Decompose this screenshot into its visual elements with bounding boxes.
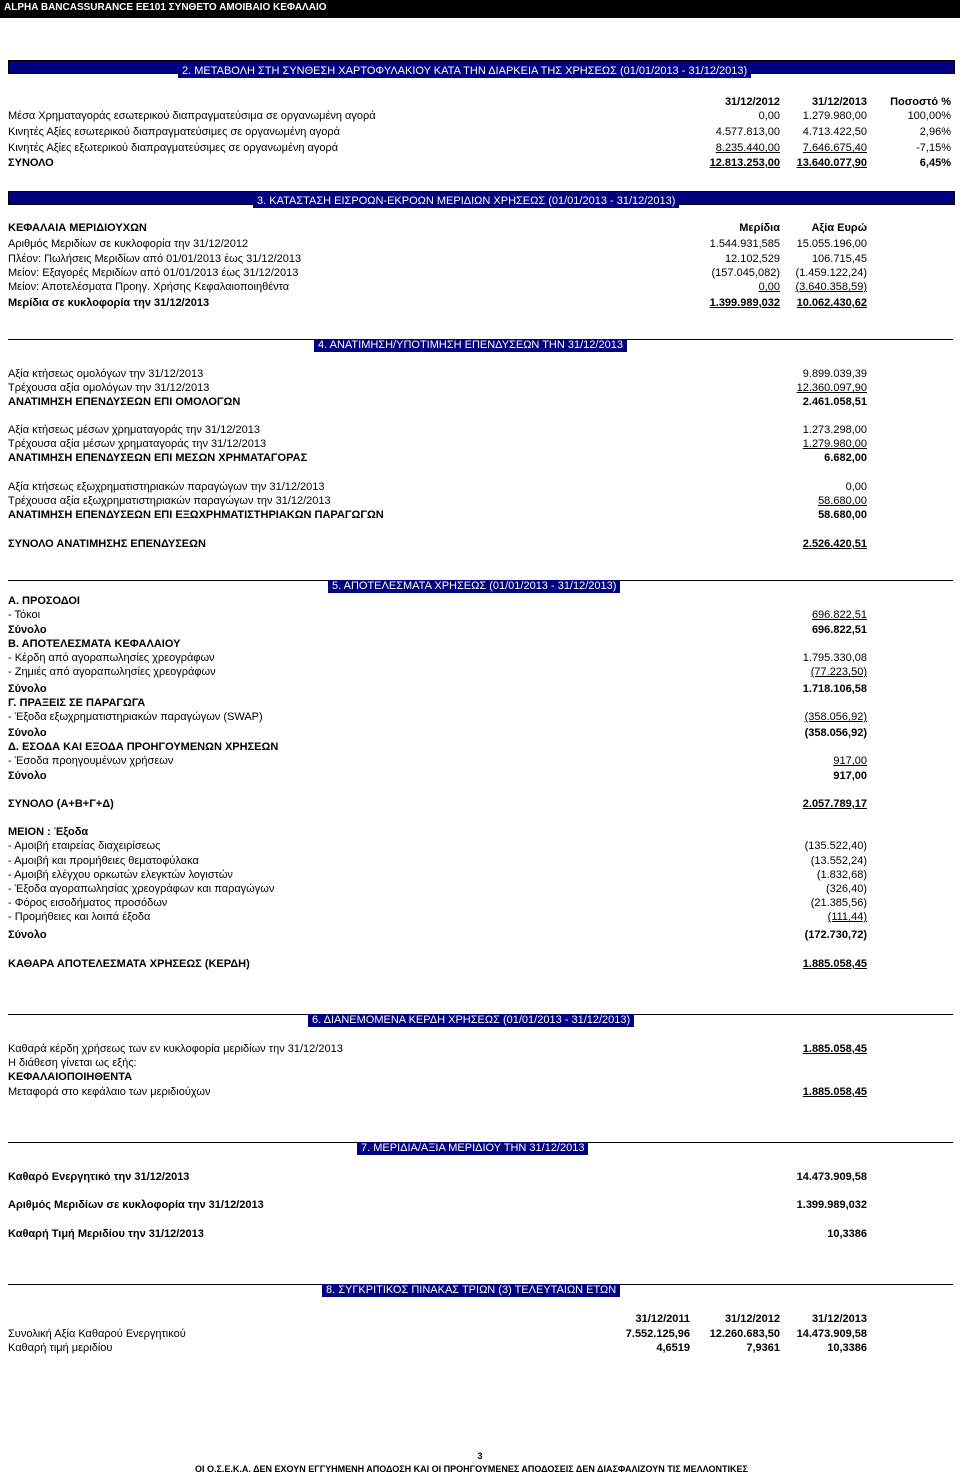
s5-group-heading: ΜΕΙΟΝ : Έξοδα [8, 826, 89, 838]
s3-row-shares: 0,00 [758, 281, 780, 293]
s3-row-value: 106.715,45 [811, 253, 867, 265]
s3-row-value: (3.640.358,59) [795, 281, 867, 293]
s3-heading: ΚΕΦΑΛΑΙΑ ΜΕΡΙΔΙΟΥΧΩΝ [8, 222, 147, 234]
s3-col-shares: Μερίδια [739, 222, 780, 234]
s5-grand-total-label: ΣΥΝΟΛΟ (Α+Β+Γ+Δ) [8, 798, 114, 810]
s2-row-value: 4.713.422,50 [802, 126, 867, 138]
s5-row-value: (135.522,40) [804, 840, 867, 852]
s3-total-shares: 1.399.989,032 [709, 297, 780, 309]
s3-col-value: Αξία Ευρώ [811, 222, 867, 234]
s6-row-value: 1.885.058,45 [802, 1043, 867, 1055]
s5-row-label: - Προμήθειες και λοιπά έξοδα [8, 911, 151, 923]
page-number: 3 [477, 1451, 483, 1461]
s3-row-value: 15.055.196,00 [796, 238, 867, 250]
s5-row-label: - Αμοιβή εταιρείας διαχειρίσεως [8, 840, 161, 852]
s8-row-value: 12.260.683,50 [709, 1328, 780, 1340]
s7-row-value: 1.399.989,032 [796, 1199, 867, 1211]
s5-row-label: - Αμοιβή και προμήθειες θεματοφύλακα [8, 855, 199, 867]
s6-row-label: Η διάθεση γίνεται ως εξής: [8, 1057, 137, 1069]
s5-row-label: - Τόκοι [8, 609, 41, 621]
s7-row-value: 14.473.909,58 [796, 1171, 867, 1183]
s2-row-value: 7.646.675,40 [802, 142, 867, 154]
section-8-title: 8. ΣΥΓΚΡΙΤΙΚΟΣ ΠΙΝΑΚΑΣ ΤΡΙΩΝ (3) ΤΕΛΕΥΤΑΙΩΝ ΕΤΩΝ [322, 1284, 620, 1297]
s8-col-2013: 31/12/2013 [811, 1313, 867, 1325]
s4-row-value: 12.360.097,90 [796, 382, 867, 394]
s4-row-label: Τρέχουσα αξία μέσων χρηματαγοράς την 31/12/2013 [8, 438, 267, 450]
s6-row-label: Μεταφορά στο κεφάλαιο των μεριδιούχων [8, 1086, 211, 1098]
s2-row-percent: -7,15% [916, 142, 951, 154]
s8-row-value: 14.473.909,58 [796, 1328, 867, 1340]
s3-row-shares: 1.544.931,585 [709, 238, 780, 250]
section-7-title: 7. ΜΕΡΙΔΙΑ/ΑΞΙΑ ΜΕΡΙΔΙΟΥ ΤΗΝ 31/12/2013 [357, 1142, 588, 1155]
s5-row-label: - Αμοιβή ελέγχου ορκωτών ελεγκτών λογιστών [8, 869, 233, 881]
s5-row-label: - Φόρος εισοδήματος προσόδων [8, 897, 168, 909]
section-4-title: 4. ΑΝΑΤΙΜΗΣΗ/ΥΠΟΤΙΜΗΣΗ ΕΠΕΝΔΥΣΕΩΝ ΤΗΝ 31/12/2013 [314, 339, 627, 352]
s5-net-result-value: 1.885.058,45 [802, 958, 867, 970]
s3-total-label: Μερίδια σε κυκλοφορία την 31/12/2013 [8, 297, 210, 309]
s2-row-label: Μέσα Χρηματαγοράς εσωτερικού διαπραγματεύσιμα σε οργανωμένη αγορά [8, 110, 376, 122]
s2-total-percent: 6,45% [919, 157, 951, 169]
s2-row-percent: 2,96% [919, 126, 951, 138]
s5-group-heading: Δ. ΕΣΟΔΑ ΚΑΙ ΕΞΟΔΑ ΠΡΟΗΓΟΥΜΕΝΩΝ ΧΡΗΣΕΩΝ [8, 741, 279, 753]
s7-row-label: Καθαρή Τιμή Μεριδίου την 31/12/2013 [8, 1228, 204, 1240]
document-header-title: ALPHA BANCASSURANCE ΕΕ101 ΣΥΝΘΕΤΟ ΑΜΟΙΒΑΙΟ ΚΕΦΑΛΑΙΟ [4, 2, 327, 13]
s4-row-label: Τρέχουσα αξία εξωχρηματιστηριακών παραγώγων την 31/12/2013 [8, 495, 331, 507]
s5-row-label: - Έξοδα εξωχρηματιστηριακών παραγώγων (SWAP) [8, 711, 263, 723]
s4-row-value: 58.680,00 [818, 495, 867, 507]
s3-row-label: Μείον: Αποτελέσματα Προηγ. Χρήσης Κεφαλαιοποιηθέντα [8, 281, 290, 293]
s5-row-value: (77.223,50) [810, 666, 867, 678]
s5-group-heading: Β. ΑΠΟΤΕΛΕΣΜΑΤΑ ΚΕΦΑΛΑΙΟΥ [8, 638, 181, 650]
s2-row-label: Κινητές Αξίες εξωτερικού διαπραγματεύσιμες σε οργανωμένη αγορά [8, 142, 339, 154]
s5-subtotal-label: Σύνολο [8, 770, 47, 782]
s5-row-value: (21.385,56) [810, 897, 867, 909]
s5-subtotal-value: 1.718.106,58 [802, 683, 867, 695]
s4-subtotal-value: 2.461.058,51 [802, 396, 867, 408]
s4-subtotal-label: ΑΝΑΤΙΜΗΣΗ ΕΠΕΝΔΥΣΕΩΝ ΕΠΙ ΟΜΟΛΟΓΩΝ [8, 396, 241, 408]
s2-total-value: 13.640.077,90 [796, 157, 867, 169]
s4-row-value: 1.273.298,00 [802, 424, 867, 436]
s4-subtotal-label: ΑΝΑΤΙΜΗΣΗ ΕΠΕΝΔΥΣΕΩΝ ΕΠΙ ΕΞΩΧΡΗΜΑΤΙΣΤΗΡΙΑΚΩΝ ΠΑΡΑΓΩΓΩΝ [8, 509, 384, 521]
s8-col-2012: 31/12/2012 [724, 1313, 780, 1325]
s5-row-value: (358.056,92) [804, 711, 867, 723]
s5-row-value: (326,40) [826, 883, 867, 895]
s2-total-label: ΣΥΝΟΛΟ [8, 157, 54, 169]
s5-row-value: (111,44) [827, 911, 867, 923]
s3-row-label: Μείον: Εξαγορές Μεριδίων από 01/01/2013 έως 31/12/2013 [8, 267, 299, 279]
s2-row-value: 4.577.813,00 [715, 126, 780, 138]
s4-row-label: Τρέχουσα αξία ομολόγων την 31/12/2013 [8, 382, 210, 394]
s5-row-label: - Έσοδα προηγουμένων χρήσεων [8, 755, 174, 767]
s2-row-value: 1.279.980,00 [802, 110, 867, 122]
s6-heading: ΚΕΦΑΛΑΙΟΠΟΙΗΘΕΝΤΑ [8, 1071, 133, 1083]
s5-row-value: (13.552,24) [810, 855, 867, 867]
s5-row-label: - Έξοδα αγοραπωλησίας χρεογράφων και παραγώγων [8, 883, 275, 895]
s8-row-label: Καθαρή τιμή μεριδίου [8, 1342, 113, 1354]
s8-col-2011: 31/12/2011 [635, 1313, 690, 1325]
s4-row-label: Αξία κτήσεως ομολόγων την 31/12/2013 [8, 368, 204, 380]
s6-row-label: Καθαρά κέρδη χρήσεως των εν κυκλοφορία μεριδίων την 31/12/2013 [8, 1043, 343, 1055]
s5-row-label: - Ζημιές από αγοραπωλησίες χρεογράφων [8, 666, 216, 678]
top-header-bar [0, 0, 960, 18]
s3-row-label: Αριθμός Μεριδίων σε κυκλοφορία την 31/12/2012 [8, 238, 249, 250]
s5-grand-total-value: 2.057.789,17 [802, 798, 867, 810]
s7-row-label: Αριθμός Μεριδίων σε κυκλοφορία την 31/12/2013 [8, 1199, 264, 1211]
s2-row-value: 0,00 [758, 110, 780, 122]
s5-subtotal-label: Σύνολο [8, 683, 47, 695]
s8-row-value: 10,3386 [827, 1342, 867, 1354]
s7-row-label: Καθαρό Ενεργητικό την 31/12/2013 [8, 1171, 190, 1183]
s2-col-2012: 31/12/2012 [724, 96, 780, 108]
s4-row-label: Αξία κτήσεως μέσων χρηματαγοράς την 31/12/2013 [8, 424, 260, 436]
s3-row-value: (1.459.122,24) [795, 267, 867, 279]
s4-row-label: Αξία κτήσεως εξωχρηματιστηριακών παραγώγων την 31/12/2013 [8, 481, 325, 493]
s4-subtotal-label: ΑΝΑΤΙΜΗΣΗ ΕΠΕΝΔΥΣΕΩΝ ΕΠΙ ΜΕΣΩΝ ΧΡΗΜΑΤΑΓΟΡΑΣ [8, 452, 308, 464]
s4-row-value: 9.899.039,39 [802, 368, 867, 380]
s5-subtotal-value: (358.056,92) [804, 727, 867, 739]
s5-row-value: 1.795.330,08 [802, 652, 867, 664]
section-6-title: 6. ΔΙΑΝΕΜΟΜΕΝΑ ΚΕΡΔΗ ΧΡΗΣΕΩΣ (01/01/2013 - 31/12/2013) [308, 1014, 634, 1027]
s4-subtotal-value: 58.680,00 [818, 509, 867, 521]
s8-row-value: 7.552.125,96 [625, 1328, 690, 1340]
s5-subtotal-value: 696.822,51 [811, 624, 867, 636]
s2-row-label: Κινητές Αξίες εσωτερικού διαπραγματεύσιμες σε οργανωμένη αγορά [8, 126, 341, 138]
s4-subtotal-value: 6.682,00 [824, 452, 867, 464]
s8-row-value: 4,6519 [656, 1342, 690, 1354]
s5-subtotal-value: 917,00 [833, 770, 867, 782]
s5-row-value: (1.832,68) [816, 869, 867, 881]
s5-group-heading: Α. ΠΡΟΣΟΔΟΙ [8, 595, 80, 607]
s8-row-label: Συνολική Αξία Καθαρού Ενεργητικού [8, 1328, 186, 1340]
section-5-title: 5. ΑΠΟΤΕΛΕΣΜΑΤΑ ΧΡΗΣΕΩΣ (01/01/2013 - 31/12/2013) [328, 580, 620, 593]
section-3-title: 3. ΚΑΤΑΣΤΑΣΗ ΕΙΣΡΟΩΝ-ΕΚΡΟΩΝ ΜΕΡΙΔΙΩΝ ΧΡΗΣΕΩΣ (01/01/2013 - 31/12/2013) [253, 195, 679, 208]
s3-row-shares: 12.102,529 [724, 253, 780, 265]
s5-row-value: 917,00 [833, 755, 867, 767]
s5-net-result-label: ΚΑΘΑΡΑ ΑΠΟΤΕΛΕΣΜΑΤΑ ΧΡΗΣΕΩΣ (ΚΕΡΔΗ) [8, 958, 250, 970]
s8-row-value: 7,9361 [746, 1342, 780, 1354]
s4-total-label: ΣΥΝΟΛΟ ΑΝΑΤΙΜΗΣΗΣ ΕΠΕΝΔΥΣΕΩΝ [8, 538, 206, 550]
s5-subtotal-label: Σύνολο [8, 929, 47, 941]
s5-group-heading: Γ. ΠΡΑΞΕΙΣ ΣΕ ΠΑΡΑΓΩΓΑ [8, 697, 146, 709]
s5-subtotal-label: Σύνολο [8, 727, 47, 739]
s5-subtotal-label: Σύνολο [8, 624, 47, 636]
s2-total-value: 12.813.253,00 [709, 157, 780, 169]
s6-row-value: 1.885.058,45 [802, 1086, 867, 1098]
s5-row-value: 696.822,51 [811, 609, 867, 621]
s3-total-value: 10.062.430,62 [796, 297, 867, 309]
footer-disclaimer: ΟΙ Ο.Σ.Ε.Κ.Α. ΔΕΝ ΕΧΟΥΝ ΕΓΓΥΗΜΕΝΗ ΑΠΟΔΟΣΗ ΚΑΙ ΟΙ ΠΡΟΗΓΟΥΜΕΝΕΣ ΑΠΟΔΟΣΕΙΣ ΔΕΝ ΔΙΑΣΦΑΛΙΖΟΥΝ ΤΙΣ ΜΕΛΛΟΝΤΙΚΕΣ [195, 1464, 748, 1474]
s2-col-2013: 31/12/2013 [811, 96, 867, 108]
s2-row-value: 8.235.440,00 [715, 142, 780, 154]
s5-row-label: - Κέρδη από αγοραπωλησίες χρεογράφων [8, 652, 215, 664]
section-2-title: 2. ΜΕΤΑΒΟΛΗ ΣΤΗ ΣΥΝΘΕΣΗ ΧΑΡΤΟΦΥΛΑΚΙΟΥ ΚΑΤΑ ΤΗΝ ΔΙΑΡΚΕΙΑ ΤΗΣ ΧΡΗΣΕΩΣ (01/01/2013 - 31/12/2013) [178, 65, 751, 78]
s3-row-shares: (157.045,082) [711, 267, 780, 279]
s5-subtotal-value: (172.730,72) [804, 929, 867, 941]
s4-row-value: 1.279.980,00 [802, 438, 867, 450]
s4-total-value: 2.526.420,51 [802, 538, 867, 550]
s4-row-value: 0,00 [845, 481, 867, 493]
s2-row-percent: 100,00% [907, 110, 951, 122]
s2-col-percent: Ποσοστό % [890, 96, 951, 108]
s3-row-label: Πλέον: Πωλήσεις Μεριδίων από 01/01/2013 έως 31/12/2013 [8, 253, 302, 265]
s7-row-value: 10,3386 [827, 1228, 867, 1240]
